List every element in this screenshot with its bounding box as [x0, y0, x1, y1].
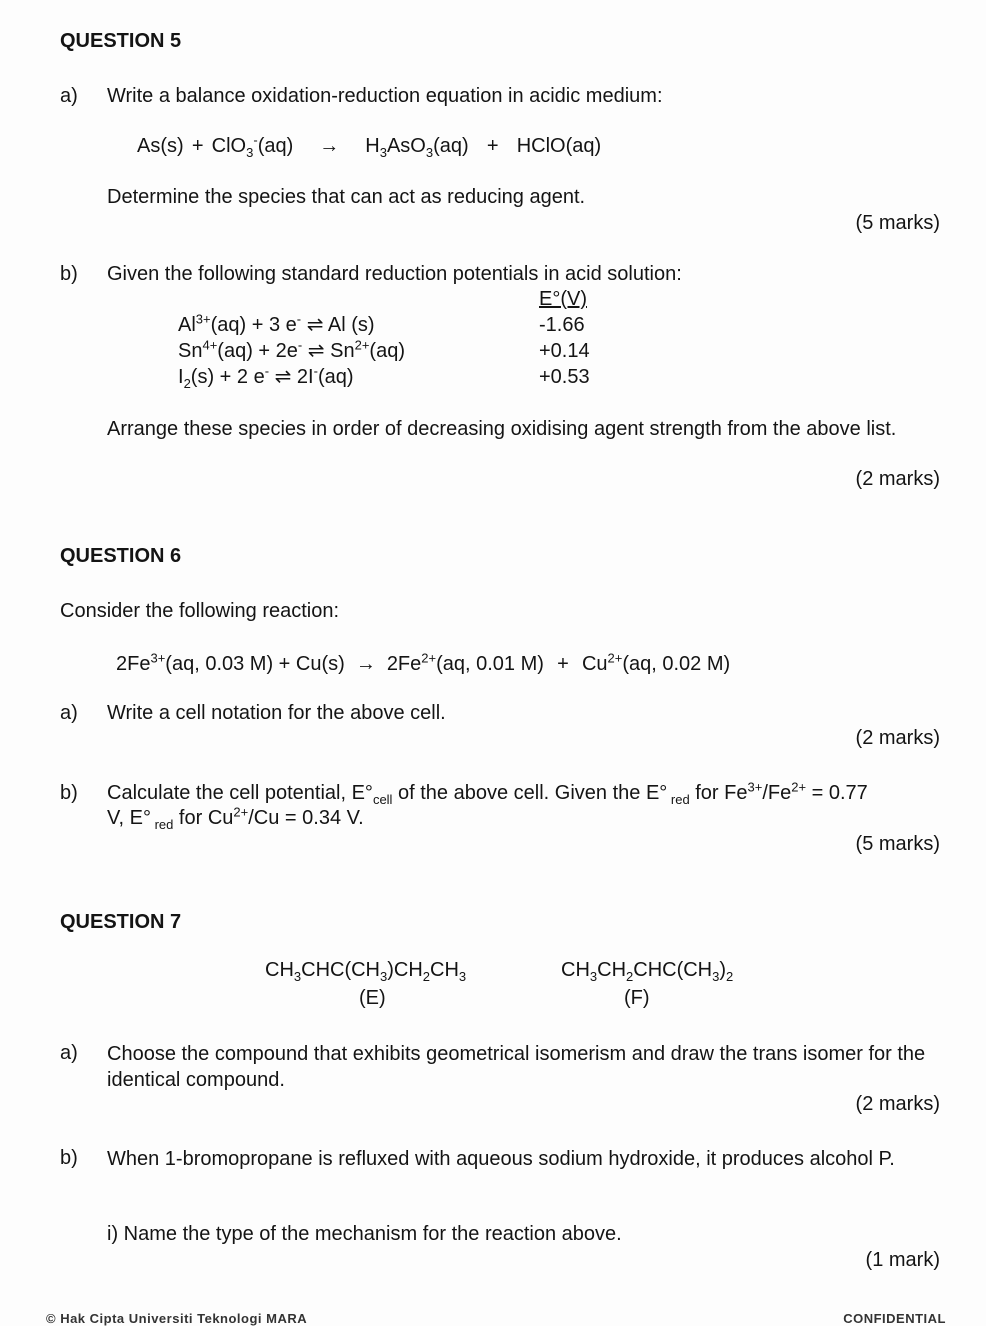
- compound-f-label: (F): [624, 987, 650, 1009]
- q6b-label: b): [60, 782, 78, 804]
- q5a-equation: $As(s) + ClO_3^-(aq) \to H_3AsO_3(aq)$ + HClO(aq): [137, 132, 602, 160]
- potential-i: +0.53: [539, 366, 590, 388]
- q5b-text2: Arrange these species in order of decreasing oxidising agent strength from the above list.: [107, 418, 897, 440]
- q5b-marks: (2 marks): [855, 468, 940, 490]
- q5b-label: b): [60, 263, 78, 285]
- compound-e-label: (E): [359, 987, 386, 1009]
- half-reaction-sn: $Sn^{4+}(aq) + 2e^-$ ⇌ $Sn^{2+}(aq)$: [178, 337, 405, 362]
- q7b-i-marks: (1 mark): [865, 1249, 940, 1271]
- question-7-heading: QUESTION 7: [60, 911, 182, 933]
- q7a-text: Choose the compound that exhibits geometrical isomerism and draw the trans isomer for the identical compound.: [107, 1043, 926, 1091]
- q7a-label: a): [60, 1042, 78, 1064]
- compound-e-formula: $CH_3CHC(CH_3)CH_2CH_3$: [265, 959, 467, 984]
- q6-equation: $2Fe^{3+}(aq$, 0.03 $M) + Cu(s) \to 2Fe^{2+}(aq$, 0.01 $M) + Cu^{2+}(aq$, 0.02 M): [116, 650, 731, 675]
- confidential-footer: CONFIDENTIAL: [843, 1311, 946, 1326]
- q5b-text: Given the following standard reduction potentials in acid solution:: [107, 263, 682, 285]
- potential-al: -1.66: [539, 314, 585, 336]
- question-5-heading: QUESTION 5: [60, 30, 182, 52]
- compound-f-formula: $CH_3CH_2CHC(CH_3)_2$: [561, 959, 734, 984]
- copyright-footer: © Hak Cipta Universiti Teknologi MARA: [46, 1311, 308, 1326]
- q7a-marks: (2 marks): [855, 1093, 940, 1115]
- q5a-text: Write a balance oxidation-reduction equation in acidic medium:: [107, 85, 663, 107]
- q7b-text: When 1-bromopropane is refluxed with aqueous sodium hydroxide, it produces alcohol P.: [107, 1148, 895, 1170]
- half-reaction-al: $Al^{3+}(aq) + 3$ e- ⇌ Al (s): [178, 311, 375, 336]
- q6b-marks: (5 marks): [855, 833, 940, 855]
- q5a-text2: Determine the species that can act as reducing agent.: [107, 186, 586, 208]
- q6b-text-line1: Calculate the cell potential, $E^\circ_{cell}$ of the above cell. Given the E° $_{red}$ for $Fe^{3+}/Fe^{2+} = 0.77$: [107, 779, 868, 807]
- q5a-label: a): [60, 85, 78, 107]
- q7b-i-text: i) Name the type of the mechanism for the reaction above.: [107, 1223, 622, 1245]
- q7b-label: b): [60, 1147, 78, 1169]
- q6a-text: Write a cell notation for the above cell.: [107, 702, 446, 724]
- potential-column-header: E°(V): [539, 288, 587, 310]
- q6a-marks: (2 marks): [855, 727, 940, 749]
- q6b-text-line2: V, E° $_{red}$ for $Cu^{2+}/Cu = 0.34$ V.: [107, 804, 364, 832]
- q6a-label: a): [60, 702, 78, 724]
- potential-sn: +0.14: [539, 340, 590, 362]
- question-6-heading: QUESTION 6: [60, 545, 182, 567]
- half-reaction-i: $I_2(s) + 2$ e- ⇌ 2I-(aq): [178, 363, 354, 391]
- q5a-marks: (5 marks): [855, 212, 940, 234]
- q6-intro: Consider the following reaction:: [60, 600, 340, 622]
